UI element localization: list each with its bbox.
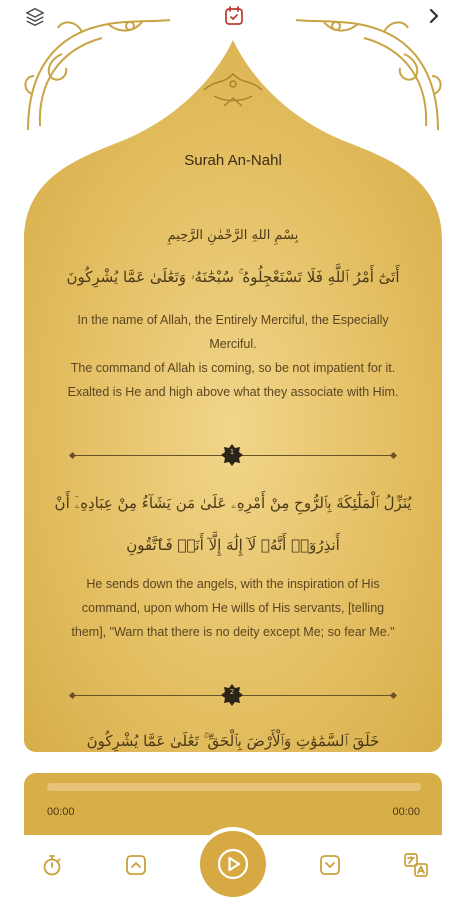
surah-panel: [24, 40, 442, 752]
surah-title: Surah An-Nahl: [184, 152, 282, 169]
chevron-up-icon[interactable]: [122, 851, 150, 879]
bismillah-text: بِسْمِ اللهِ الرَّحْمٰنِ الرَّحِيمِ: [167, 228, 299, 243]
ayah-1-translation: The command of Allah is coming, so be not impatient for it. Exalted is He and high above what they associate with Him.: [67, 361, 399, 399]
play-icon: [216, 847, 250, 881]
ayah-2-translation: He sends down the angels, with the inspiration of His command, upon whom He wills of His servants, [telling them], "Warn that there is no deity except Me; so fear Me.": [71, 577, 395, 639]
translate-icon[interactable]: [402, 851, 430, 879]
ayah-divider-1: [72, 445, 394, 465]
alarm-clock-icon[interactable]: [220, 2, 248, 30]
progress-bar[interactable]: [47, 783, 421, 791]
time-total: 00:00: [392, 806, 420, 818]
ayah-divider-2: [72, 685, 394, 705]
ayah-2-arabic-line2[interactable]: أَنذِرُوٓا۟ أَنَّهُۥ لَآ إِلَٰهَ إِلَّآ أَنَا۠ فَٱتَّقُونِ: [126, 536, 340, 554]
ayah-1-intro-translation: In the name of Allah, the Entirely Merciful, the Especially Merciful.: [77, 313, 389, 351]
stopwatch-icon[interactable]: [38, 851, 66, 879]
surah-content: [24, 40, 442, 752]
play-button[interactable]: [200, 831, 266, 897]
time-current: 00:00: [47, 806, 75, 818]
ayah-1-arabic[interactable]: أَتَىٰٓ أَمْرُ ٱللَّهِ فَلَا تَسْتَعْجِلُوهُ ۚ سُبْحَٰنَهُۥ وَتَعَٰلَىٰ عَمَّا يُشْرِكُونَ: [66, 268, 400, 286]
ayah-2-arabic-line1[interactable]: يُنَزِّلُ ٱلْمَلَٰٓئِكَةَ بِٱلرُّوحِ مِنْ أَمْرِهِۦ عَلَىٰ مَن يَشَآءُ مِنْ عِبَادِهِۦٓ أَنْ: [54, 494, 412, 512]
chevron-down-icon[interactable]: [316, 851, 344, 879]
ayah-number-1: 1: [229, 448, 235, 456]
ayah-3-arabic[interactable]: خَلَقَ ٱلسَّمَٰوَٰتِ وَٱلْأَرْضَ بِٱلْحَقِّ ۚ تَعَٰلَىٰ عَمَّا يُشْرِكُونَ: [86, 732, 380, 750]
ayah-number-2: 2: [229, 688, 235, 696]
